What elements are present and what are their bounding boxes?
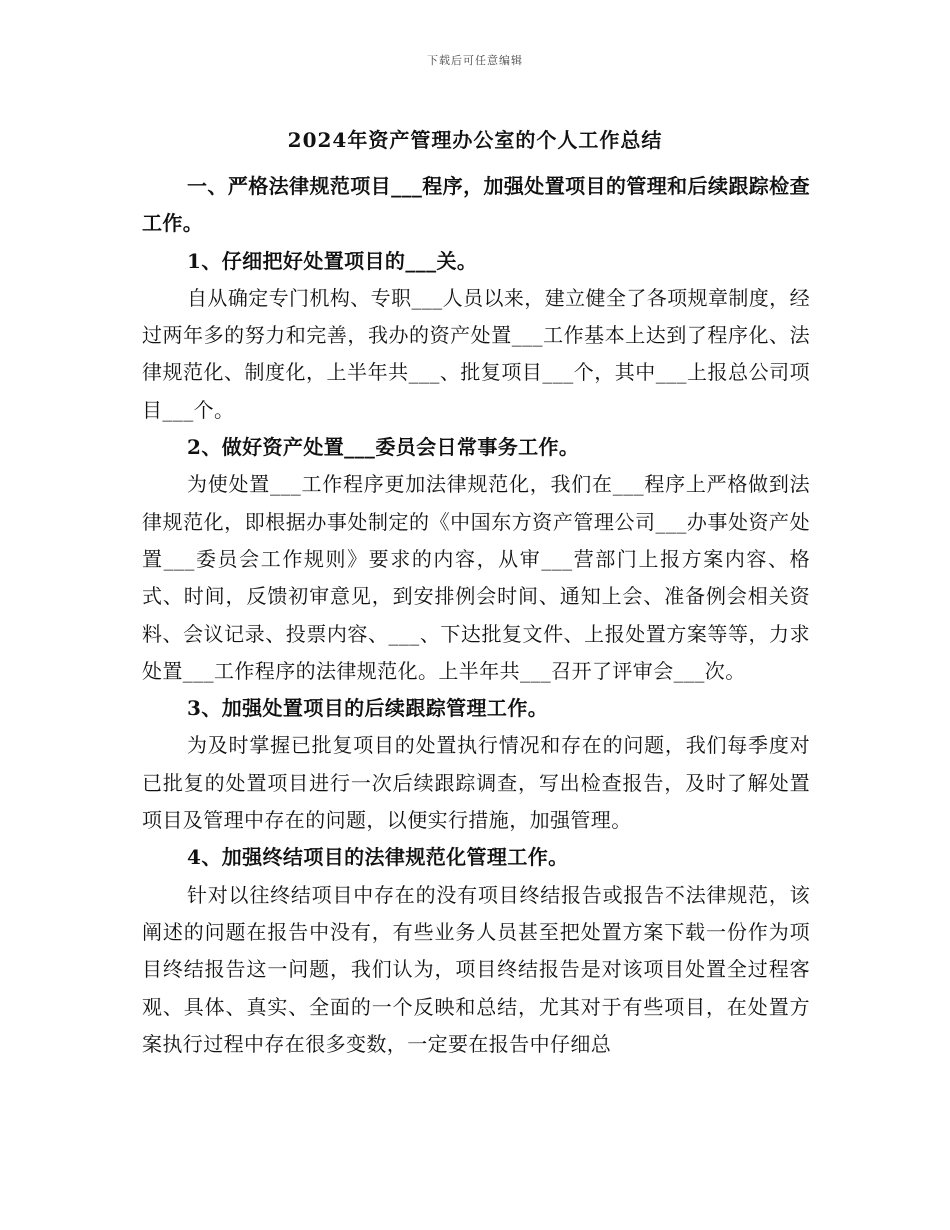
page-header-note: 下载后可任意编辑 [427, 54, 523, 67]
subheading-3: 3、加强处置项目的后续跟踪管理工作。 [187, 696, 549, 721]
paragraph-4: 针对以往终结项目中存在的没有项目终结报告或报告不法律规范，该阐述的问题在报告中没有，有些业务人员甚至把处置方案下载一份作为项目终结报告这一问题，我们认为，项目终结报告是对该项目处置全过程客观、具体、真实、全面的一个反映和总结，尤其对于有些项目，在处置方案执行过程中存在很多变数，一定要在报告中仔细总 [142, 882, 810, 1056]
subheading-1: 1、仔细把好处置项目的___关。 [187, 248, 478, 273]
paragraph-3: 为及时掌握已批复项目的处置执行情况和存在的问题，我们每季度对已批复的处置项目进行一次后续跟踪调查，写出检查报告，及时了解处置项目及管理中存在的问题，以便实行措施，加强管理。 [142, 733, 810, 833]
document-body [142, 168, 810, 1063]
section-heading-1: 一、严格法律规范项目___程序，加强处置项目的管理和后续跟踪检查工作。 [142, 174, 810, 236]
subheading-2: 2、做好资产处置___委员会日常事务工作。 [187, 435, 580, 460]
paragraph-2: 为使处置___工作程序更加法律规范化，我们在___程序上严格做到法律规范化，即根据办事处制定的《中国东方资产管理公司___办事处资产处置___委员会工作规则》要求的内容，从审___营部门上报方案内容、格式、时间，反馈初审意见，到安排例会时间、通知上会、准备例会相关资料、会议记录、投票内容、___、下达批复文件、上报处置方案等等，力求处置___工作程序的法律规范化。上半年共___召开了评审会___次。 [142, 472, 810, 683]
document-title: 2024年资产管理办公室的个人工作总结 [287, 128, 663, 152]
subheading-4: 4、加强终结项目的法律规范化管理工作。 [187, 845, 569, 870]
paragraph-1: 自从确定专门机构、专职___人员以来，建立健全了各项规章制度，经过两年多的努力和完善，我办的资产处置___工作基本上达到了程序化、法律规范化、制度化，上半年共___、批复项目___个，其中___上报总公司项目___个。 [142, 285, 810, 422]
